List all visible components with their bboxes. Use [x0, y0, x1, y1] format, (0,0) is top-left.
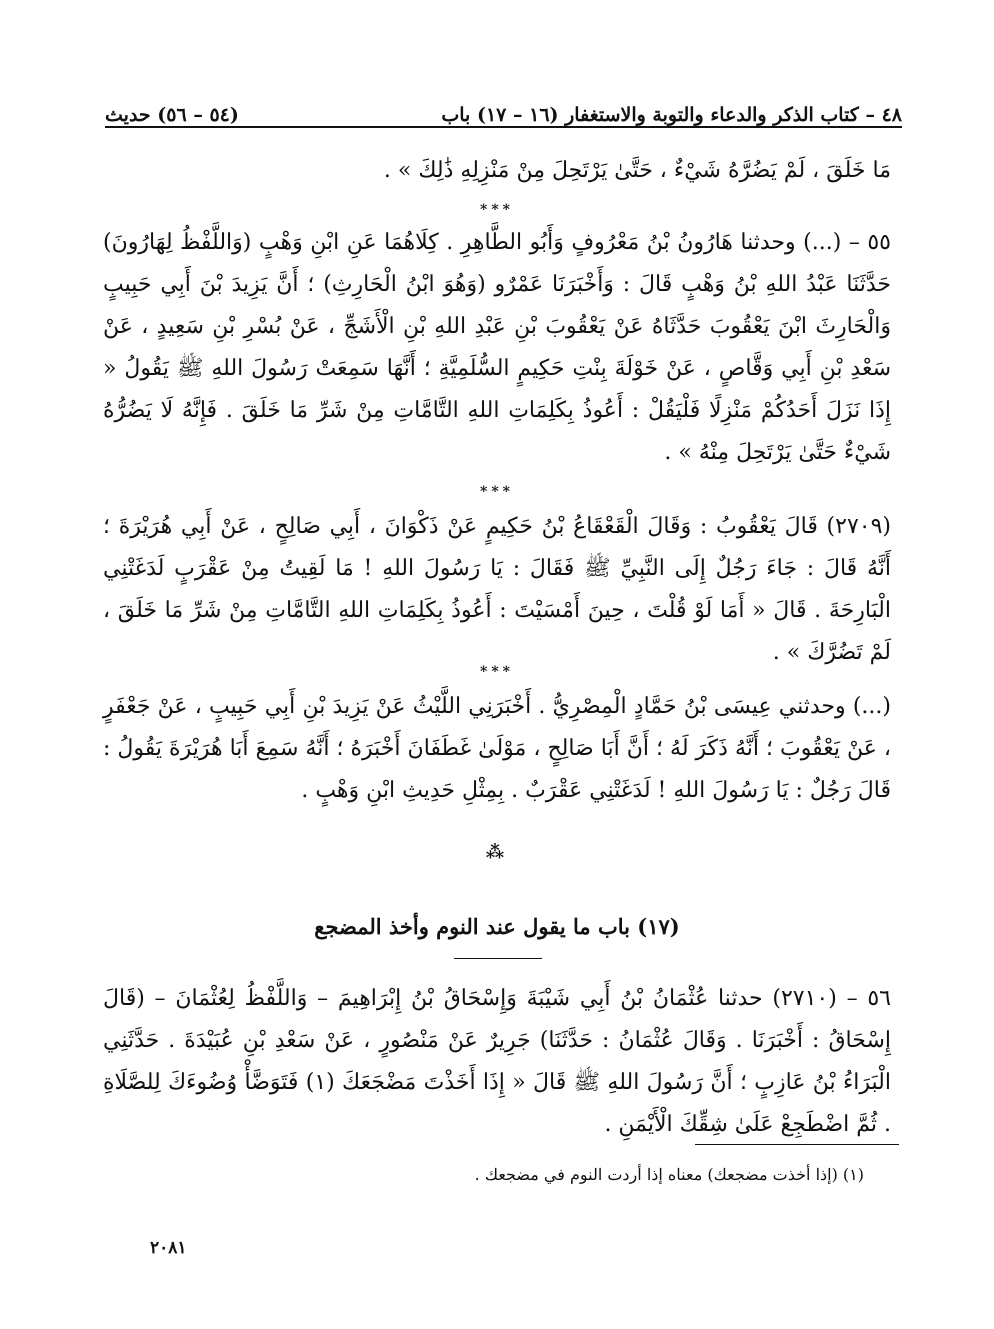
footnote-rule — [695, 1144, 899, 1145]
separator-stars-2: *** — [480, 484, 514, 500]
separator-stars-4: ⁂ — [485, 842, 509, 863]
chapter-title-rule — [454, 958, 542, 959]
separator-stars-3: *** — [480, 664, 514, 680]
running-head-hadith-range: (٥٤ – ٥٦) حديث — [105, 104, 239, 126]
hadith-55: ٥٥ – (...) وحدثنا هَارُونُ بْنُ مَعْرُوفٍ وَأَبُو الطَّاهِرِ . كِلَاهُمَا عَنِ ابْنِ وَهْبٍ (وَاللَّفْظُ لِهَارُونَ) حَدَّثَنَا عَبْدُ اللهِ بْنُ وَهْبٍ قَالَ : وَأَخْبَرَنَا عَمْرٌو (وَهُوَ ابْنُ الْحَارِثِ) ؛ أَنَّ يَزِيدَ بْنَ أَبِي حَبِيبٍ وَالْحَارِثَ ابْنَ يَعْقُوبَ حَدَّثَاهُ عَنْ يَعْقُوبَ بْنِ عَبْدِ اللهِ بْنِ الْأَشَجِّ ، عَنْ بُسْرِ بْنِ سَعِيدٍ ، عَنْ سَعْدِ بْنِ أَبِي وَقَّاصٍ ، عَنْ خَوْلَةَ بِنْتِ حَكِيمٍ السُّلَمِيَّةِ ؛ أَنَّهَا سَمِعَتْ رَسُولَ اللهِ ﷺ يَقُولُ « إِذَا نَزَلَ أَحَدُكُمْ مَنْزِلًا فَلْيَقُلْ : أَعُوذُ بِكَلِمَاتِ اللهِ التَّامَّاتِ مِنْ شَرِّ مَا خَلَقَ . فَإِنَّهُ لَا يَضُرُّهُ شَيْءٌ حَتَّىٰ يَرْتَحِلَ مِنْهُ » . — [103, 230, 891, 465]
page-number: ٢٠٨١ — [150, 1238, 187, 1258]
chapter-title: (١٧) باب ما يقول عند النوم وأخذ المضجع — [314, 914, 680, 939]
hadith-2709-variant: (...) وحدثني عِيسَى بْنُ حَمَّادٍ الْمِصْرِيُّ . أَخْبَرَنِي اللَّيْثُ عَنْ يَزِيدَ بْنِ أَبِي حَبِيبٍ ، عَنْ جَعْفَرٍ ، عَنْ يَعْقُوبَ ؛ أَنَّهُ ذَكَرَ لَهُ ؛ أَنَّ أَبَا صَالِحٍ ، مَوْلَىٰ غَطَفَانَ أَخْبَرَهُ ؛ أَنَّهُ سَمِعَ أَبَا هُرَيْرَةَ يَقُولُ : قَالَ رَجُلٌ : يَا رَسُولَ اللهِ ! لَدَغَتْنِي عَقْرَبٌ . بِمِثْلِ حَدِيثِ ابْنِ وَهْبٍ . — [103, 694, 891, 803]
running-head-title: ٤٨ – كتاب الذكر والدعاء والتوبة والاستغفار (١٦ – ١٧) باب — [441, 104, 902, 126]
hadith-2709: (٢٧٠٩) قَالَ يَعْقُوبُ : وَقَالَ الْقَعْقَاعُ بْنُ حَكِيمٍ عَنْ ذَكْوَانَ ، أَبِي صَالِحٍ ، عَنْ أَبِي هُرَيْرَةَ ؛ أَنَّهُ قَالَ : جَاءَ رَجُلٌ إِلَى النَّبِيِّ ﷺ فَقَالَ : يَا رَسُولَ اللهِ ! مَا لَقِيتُ مِنْ عَقْرَبٍ لَدَغَتْنِي الْبَارِحَةَ . قَالَ « أَمَا لَوْ قُلْتَ ، حِينَ أَمْسَيْتَ : أَعُوذُ بِكَلِمَاتِ اللهِ التَّامَّاتِ مِنْ شَرِّ مَا خَلَقَ ، لَمْ تَضُرَّكَ » . — [103, 514, 891, 665]
paragraph-continuation: مَا خَلَقَ ، لَمْ يَضُرَّهُ شَيْءٌ ، حَتَّىٰ يَرْتَحِلَ مِنْ مَنْزِلِهِ ذَٰلِكَ » . — [383, 158, 891, 183]
footnote: (١) (إذا أخذت مضجعك) معناه إذا أردت النوم في مضجعك . — [474, 1165, 864, 1184]
separator-stars-1: *** — [480, 202, 514, 218]
hadith-56: ٥٦ – (٢٧١٠) حدثنا عُثْمَانُ بْنُ أَبِي شَيْبَةَ وَإِسْحَاقُ بْنُ إِبْرَاهِيمَ – وَاللَّفْظُ لِعُثْمَانَ – (قَالَ إِسْحَاقُ : أَخْبَرَنَا . وَقَالَ عُثْمَانُ : حَدَّثَنَا) جَرِيرٌ عَنْ مَنْصُورٍ ، عَنْ سَعْدِ بْنِ عُبَيْدَةَ . حَدَّثَنِي الْبَرَاءُ بْنُ عَازِبٍ ؛ أَنَّ رَسُولَ اللهِ ﷺ قَالَ « إِذَا أَخَذْتَ مَضْجَعَكَ (١) فَتَوَضَّأْ وُضُوءَكَ لِلصَّلَاةِ . ثُمَّ اضْطَجِعْ عَلَىٰ شِقِّكَ الْأَيْمَنِ . — [103, 986, 892, 1137]
header-rule — [105, 126, 902, 128]
running-head — [105, 88, 902, 126]
